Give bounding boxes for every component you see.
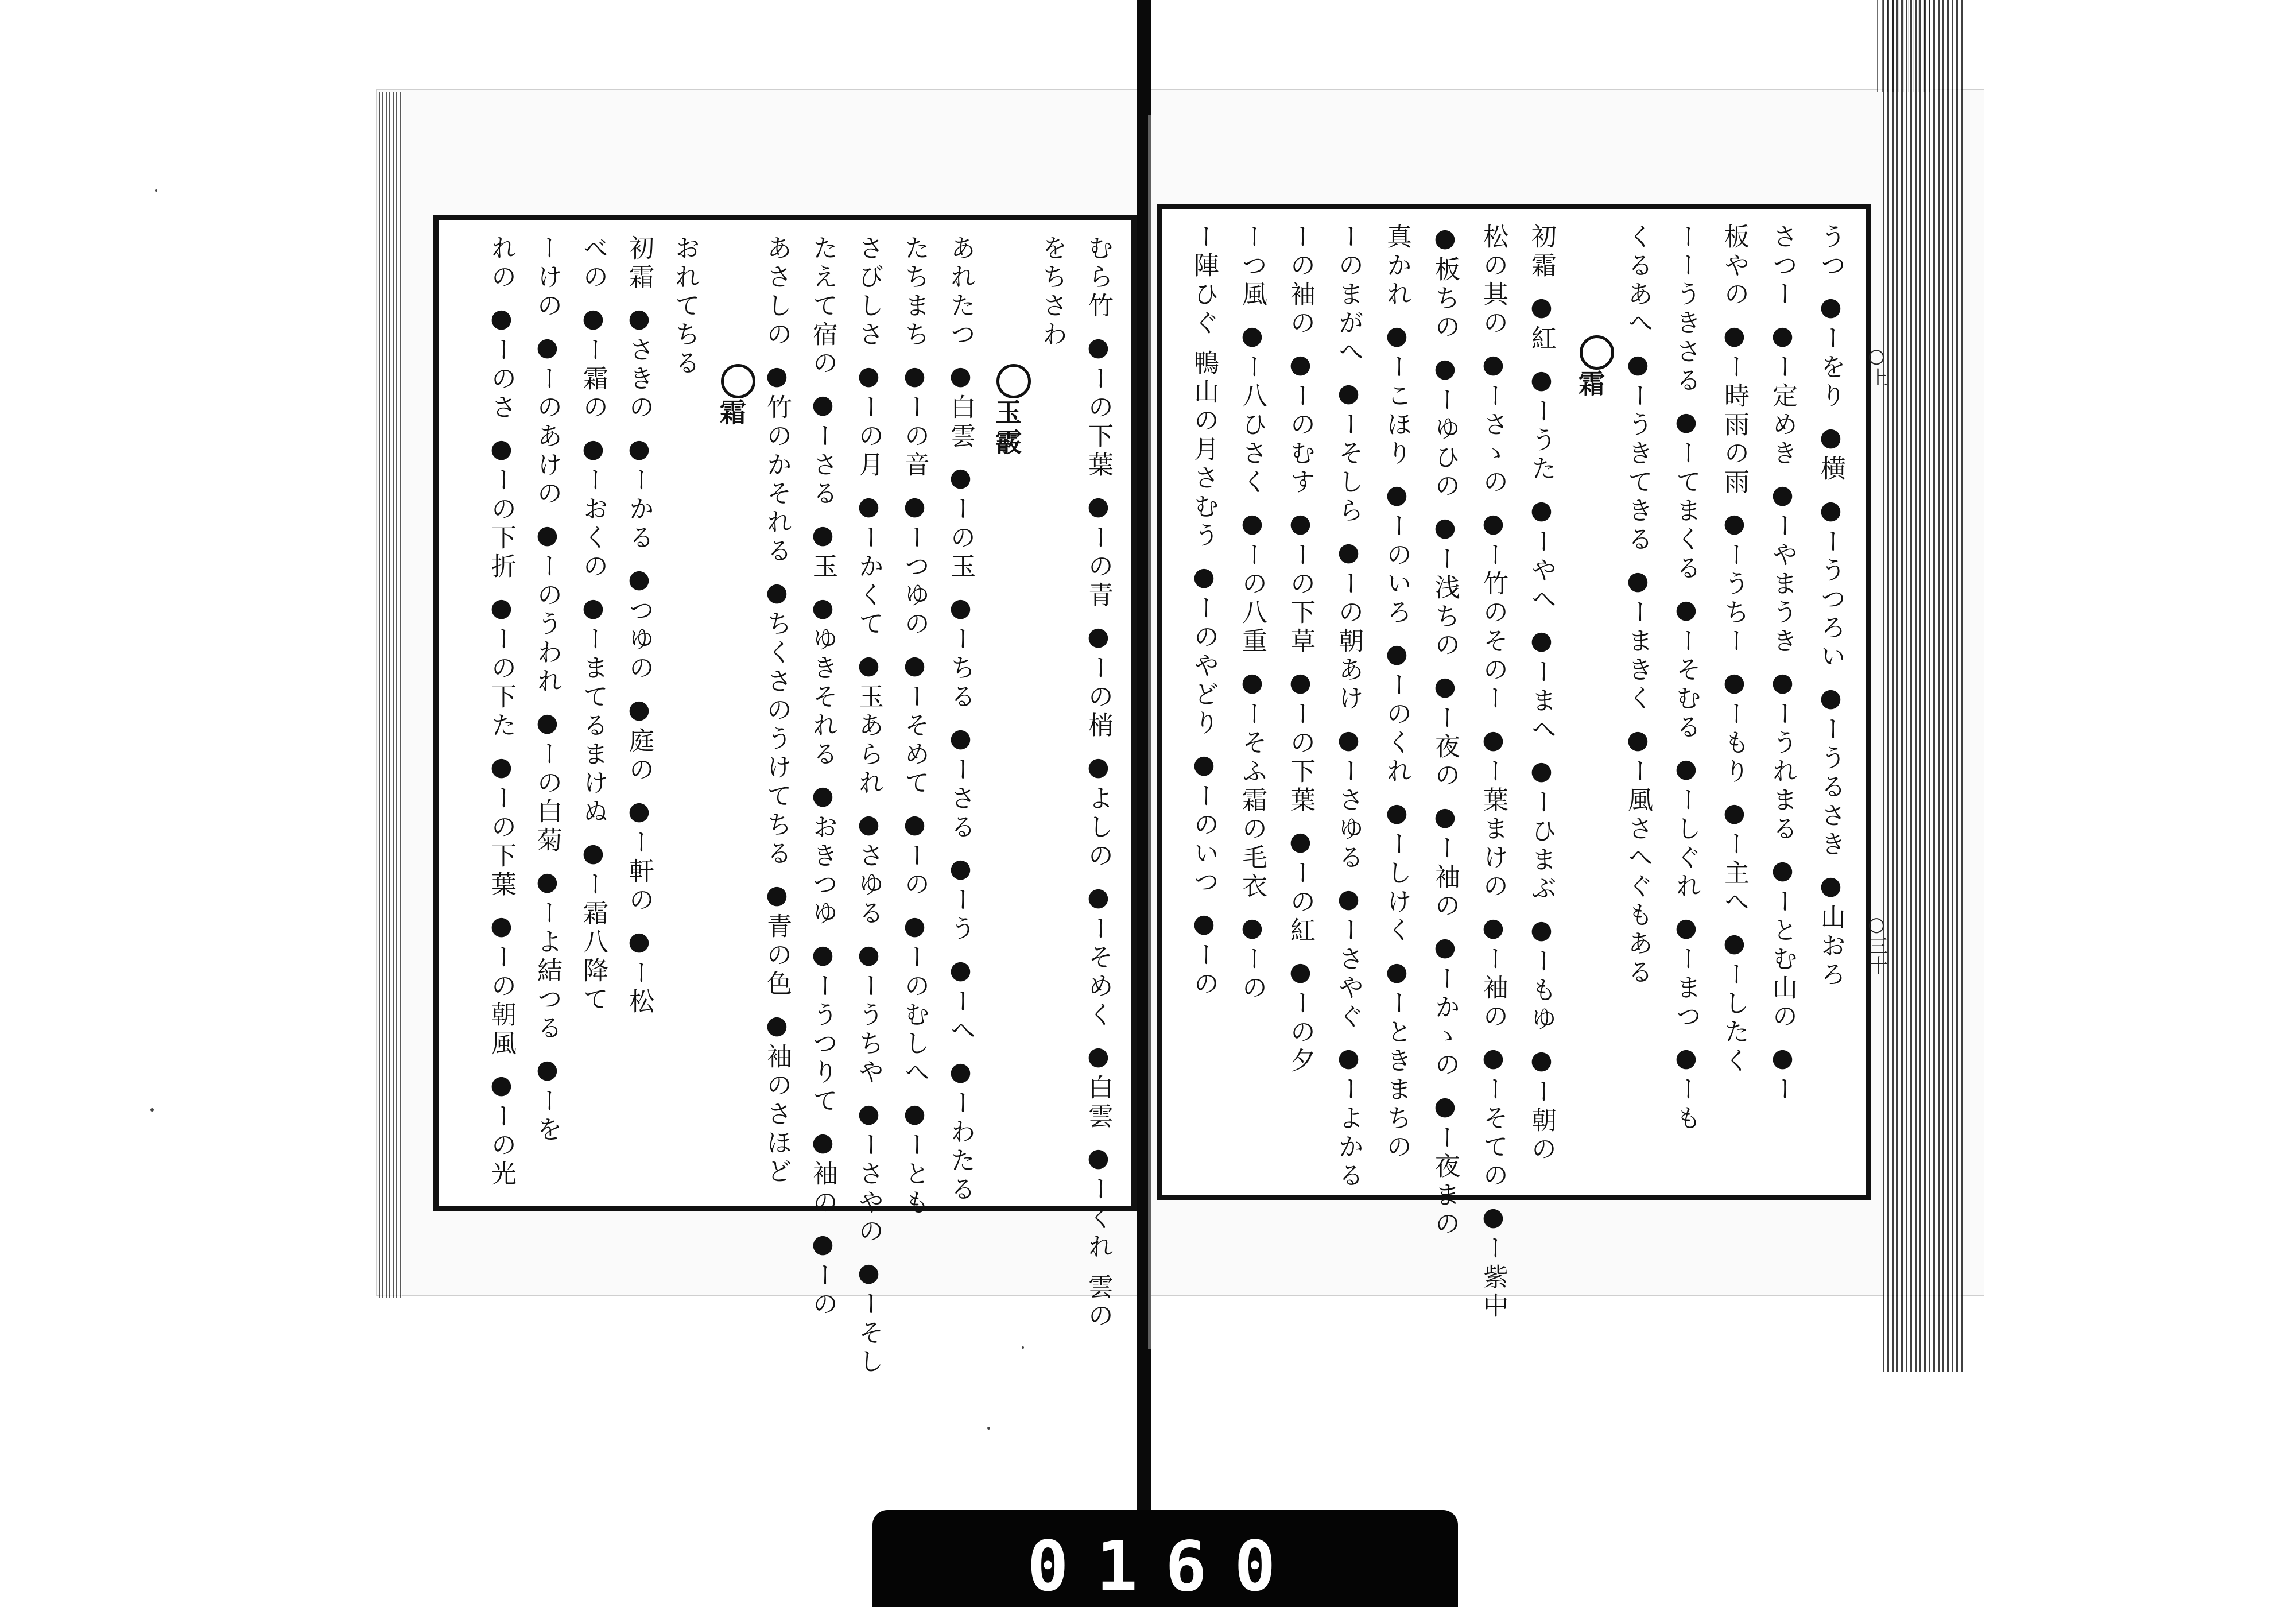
- text-column: ー陣ひぐ 鴨山の月さむう ●ーのやどり ●ーのいつ ●ーの: [1189, 223, 1219, 999]
- speck: [150, 1108, 154, 1112]
- text-column: たえて宿の ●ーさる ●玉 ●ゆきそれる ●おきつゆ ●ーうつりて ●袖の ●ーの: [808, 235, 837, 1319]
- text-column: あれたつ ●白雲 ●ーの玉 ●ーちる ●ーさる ●ーう ●ーへ ●ーわたる: [946, 235, 975, 1205]
- text-column: べの ●ー霜の ●ーおくの ●ーまてるまけぬ ●ー霜八降て: [579, 235, 608, 1014]
- text-column: くるあへ ●ーうきてきる ●ーまきく ●ー風さへぐもある: [1623, 223, 1653, 988]
- text-column: たちまち ●ーの音 ●ーつゆの ●ーそめて ●ーの ●ーのむしへ ●ーとも: [900, 235, 929, 1218]
- folio-number: 三十: [1865, 936, 1888, 975]
- text-column: むら竹 ●ーの下葉 ●ーの青 ●ーの梢 ●よしの ●ーそめく ●白雲 ●ーくれ 雲の: [1084, 235, 1113, 1331]
- left-page-frame: [433, 215, 1137, 1377]
- text-column: ーーうきさる ●ーてまくる ●ーそむる ●ーしぐれ ●ーまつ ●ーも: [1671, 223, 1701, 1133]
- margin-circle-icon: ○: [1865, 344, 1888, 367]
- margin-label-folio: [1863, 913, 1891, 975]
- section-heading: [718, 364, 755, 428]
- text-column: 松の其の ●ーさゝの ●ー竹のそのー ●ー葉まけの ●ー袖の ●ーそての ●ー紫中: [1479, 223, 1508, 1321]
- frame-number-badge: [872, 1510, 1458, 1607]
- left-page-edge: [379, 92, 402, 1298]
- right-page-edge: [1883, 0, 1963, 1372]
- text-column: さつー ●ー定めき ●ーやまうき ●ーうれまる ●ーとむ山の ●ー: [1768, 223, 1797, 1105]
- text-column: さびしさ ●ーの月 ●ーかくて ●玉あられ ●さゆる ●ーうちや ●ーさやの ●ーそし: [854, 235, 883, 1377]
- text-column: うつ ●ーをり ●横 ●ーうつろい ●ーうるさき ●山おろ: [1816, 223, 1845, 990]
- text-column: おれてちる: [670, 235, 700, 378]
- heading-label: 霜: [716, 398, 747, 428]
- text-column: ーのまがへ ●ーそしら ●ーの朝あけ ●ーさゆる ●ーさやぐ ●ーよかる: [1334, 223, 1363, 1191]
- margin-label-text: 上: [1865, 367, 1888, 387]
- text-column: 初霜 ●さきの ●ーかる ●つゆの ●庭の ●ー軒の ●ー松: [625, 235, 654, 1017]
- margin-label-top: [1863, 344, 1891, 387]
- speck: [1022, 1346, 1024, 1349]
- margin-circle-icon: ○: [1865, 913, 1888, 936]
- text-column: ーつ風 ●ー八ひさく ●ーの八重 ●ーそふ霜の毛衣 ●ーの: [1238, 223, 1267, 1003]
- text-column: 板やの ●ー時雨の雨 ●ーうちー ●ーもり ●ー主へ ●ーしたく: [1720, 223, 1749, 1076]
- heading-circle-icon: [721, 364, 755, 398]
- speck: [987, 1427, 990, 1430]
- heading-circle-icon: [1580, 335, 1614, 370]
- text-column: あさしの ●竹のかそれる ●ちくさのうけてちる ●青の色 ●袖のさほど: [762, 235, 792, 1187]
- section-heading: [1574, 335, 1614, 400]
- text-column: ●板ちの ●ーゆひの ●ー浅ちの ●ー夜の ●ー袖の ●ーかゝの ●ー夜まの: [1430, 223, 1460, 1239]
- text-column: 真かれ ●ーこほり ●ーのいろ ●ーのくれ ●ーしけく ●ーときまちの: [1382, 223, 1411, 1162]
- section-heading: [991, 364, 1031, 458]
- text-column: れの ●ーのさ ●ーの下折 ●ーの下た ●ーの下葉 ●ーの朝風 ●ーの光: [487, 235, 516, 1189]
- heading-circle-icon: [996, 364, 1031, 398]
- speck: [155, 189, 157, 192]
- heading-label: 霜: [1574, 370, 1605, 400]
- frame-number: 0160: [1027, 1527, 1304, 1607]
- text-column: ーの袖の ●ーのむす ●ーの下草 ●ーの下葉 ●ーの紅 ●ーの夕: [1286, 223, 1315, 1076]
- text-column: ーけの ●ーのあけの ●ーのうわれ ●ーの白菊 ●ーよ結つる ●ーを: [533, 235, 562, 1145]
- heading-label: 玉霰: [991, 398, 1022, 458]
- text-column: 初霜 ●紅 ●ーうた ●ーやへ ●ーまへ ●ーひまぶ ●ーもゆ ●ー朝の: [1527, 223, 1556, 1164]
- text-column: をちさわ: [1038, 235, 1067, 350]
- spine-highlight: [1148, 115, 1151, 1349]
- right-page-frame: [1157, 204, 1871, 1321]
